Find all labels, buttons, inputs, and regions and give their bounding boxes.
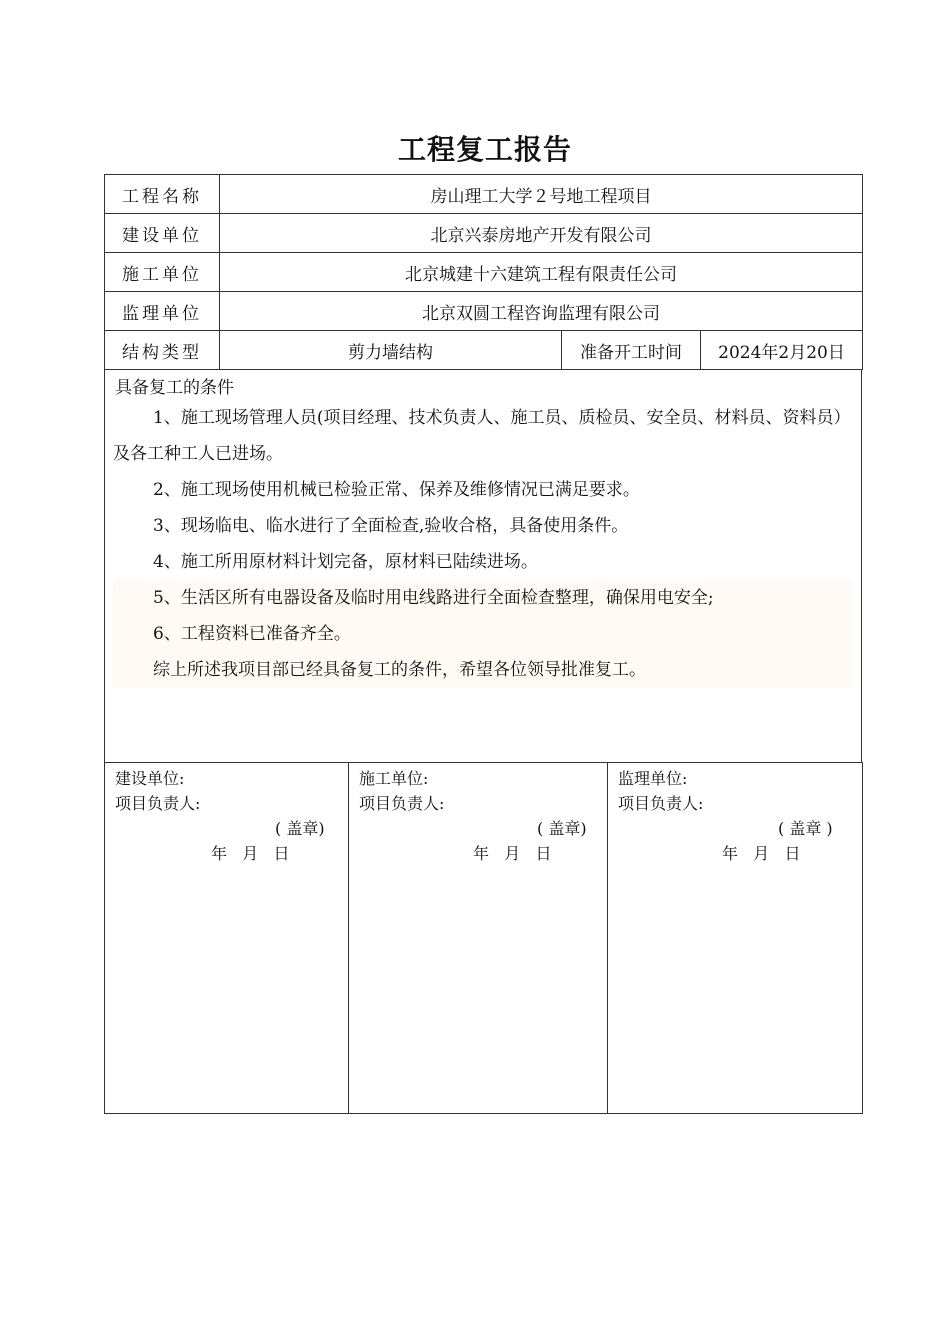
- builder-seal-label: ( 盖章): [275, 819, 325, 838]
- builder-signature-cell: [105, 763, 349, 1114]
- conditions-section: [104, 370, 862, 762]
- project-name-label: 工程名称: [105, 175, 220, 214]
- table-row: [105, 253, 863, 292]
- supervisor-label: 监理单位: [105, 292, 220, 331]
- builder-manager-label: 项目负责人:: [115, 794, 201, 813]
- conclusion-text: 综上所述我项目部已经具备复工的条件，希望各位领导批准复工。: [113, 652, 853, 688]
- supervisor-seal-label: ( 盖章 ): [778, 819, 833, 838]
- condition-item: 6、工程资料已准备齐全。: [113, 616, 853, 652]
- builder-value: 北京兴泰房地产开发有限公司: [220, 214, 863, 253]
- table-row: [105, 763, 863, 1114]
- project-name-value: 房山理工大学２号地工程项目: [220, 175, 863, 214]
- condition-item: 2、施工现场使用机械已检验正常、保养及维修情况已满足要求。: [153, 480, 640, 500]
- contractor-unit-label: 施工单位:: [359, 769, 429, 788]
- supervisor-unit-label: 监理单位:: [618, 769, 688, 788]
- contractor-date-label: 年 月 日: [473, 844, 552, 863]
- table-row: [105, 292, 863, 331]
- resume-time-value: 2024年2月20日: [701, 331, 863, 370]
- structure-label: 结构类型: [105, 331, 220, 370]
- structure-value: 剪力墙结构: [220, 331, 562, 370]
- contractor-manager-label: 项目负责人:: [359, 794, 445, 813]
- table-row: [105, 214, 863, 253]
- condition-item: 5、生活区所有电器设备及临时用电线路进行全面检查整理，确保用电安全;: [113, 580, 853, 616]
- page-title: 工程复工报告: [397, 133, 572, 166]
- builder-label: 建设单位: [105, 214, 220, 253]
- condition-item: 3、现场临电、临水进行了全面检查,验收合格，具备使用条件。: [153, 516, 629, 536]
- signature-table: [104, 762, 863, 1114]
- supervisor-manager-label: 项目负责人:: [618, 794, 704, 813]
- supervisor-signature-cell: [608, 763, 863, 1114]
- table-row: [105, 331, 863, 370]
- resume-time-label: 准备开工时间: [562, 331, 701, 370]
- table-row: [105, 175, 863, 214]
- contractor-label: 施工单位: [105, 253, 220, 292]
- contractor-signature-cell: [349, 763, 608, 1114]
- conditions-heading: 具备复工的条件: [115, 378, 234, 398]
- supervisor-value: 北京双圆工程咨询监理有限公司: [220, 292, 863, 331]
- conditions-list: [113, 400, 853, 688]
- contractor-value: 北京城建十六建筑工程有限责任公司: [220, 253, 863, 292]
- condition-item: 1、施工现场管理人员(项目经理、技术负责人、施工员、质检员、安全员、材料员、资料员）及各工种工人已进场。: [113, 408, 851, 464]
- project-info-table: [104, 174, 863, 370]
- supervisor-date-label: 年 月 日: [722, 844, 801, 863]
- contractor-seal-label: ( 盖章): [537, 819, 587, 838]
- condition-item: 4、施工所用原材料计划完备，原材料已陆续进场。: [153, 552, 538, 572]
- builder-unit-label: 建设单位:: [115, 769, 185, 788]
- builder-date-label: 年 月 日: [211, 844, 290, 863]
